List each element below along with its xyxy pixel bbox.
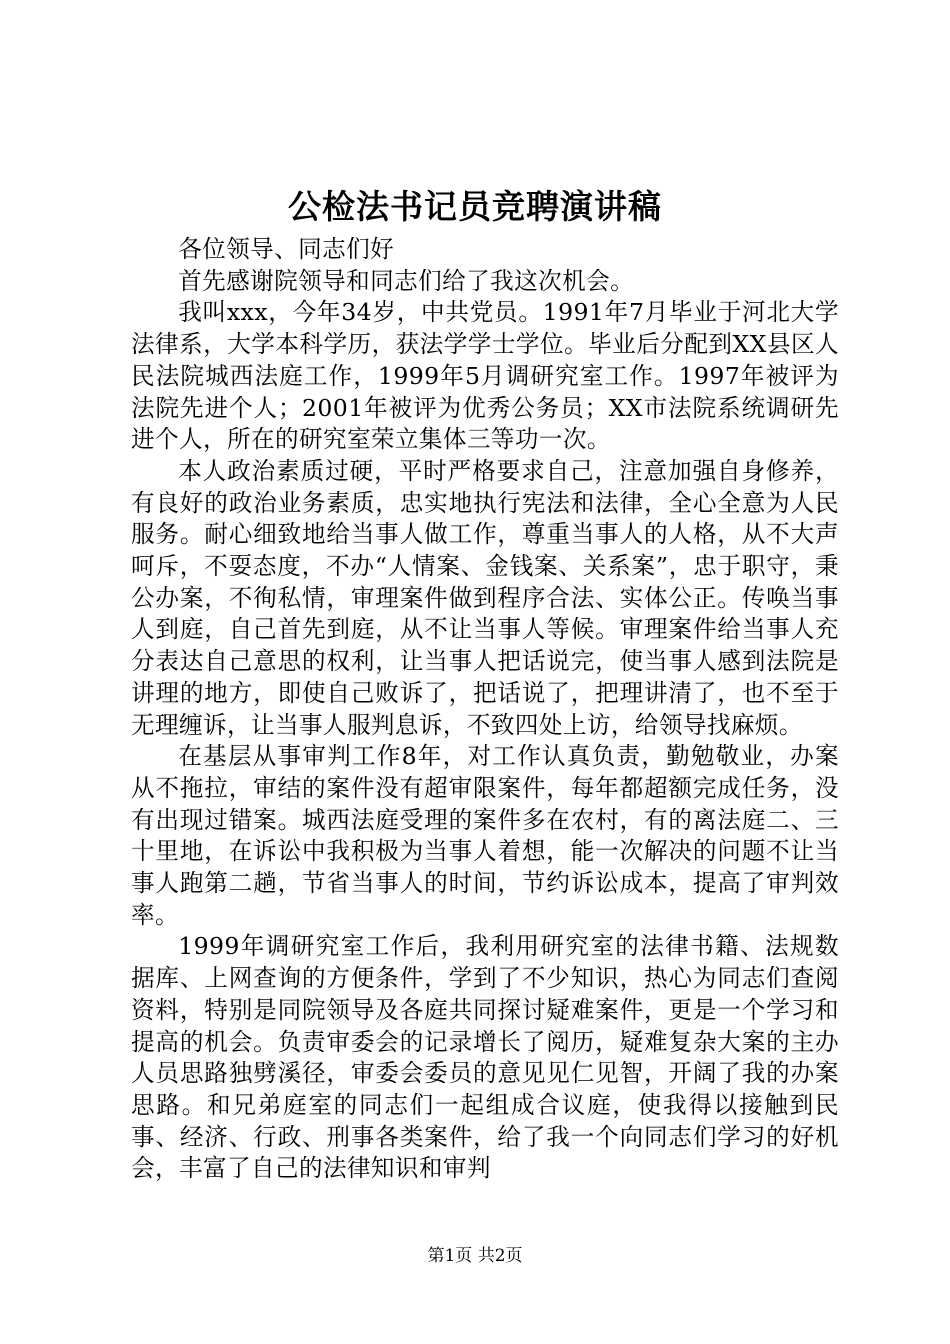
- paragraph-trial-work: 在基层从事审判工作8年，对工作认真负责，勤勉敬业，办案从不拖拉，审结的案件没有超审限案件，每年都超额完成任务，没有出现过错案。城西法庭受理的案件多在农村，有的离法庭二、三十里地，在诉讼中我积极为当事人着想，能一次解决的问题不让当事人跑第二趟，节省当事人的时间，节约诉讼成本，提高了审判效率。: [131, 742, 839, 929]
- document-title: 公检法书记员竞聘演讲稿: [288, 187, 662, 226]
- paragraph-greeting: 各位领导、同志们好: [178, 235, 395, 263]
- paragraph-research-office: 1999年调研究室工作后，我利用研究室的法律书籍、法规数据库、上网查询的方便条件，学到了不少知识，热心为同志们查阅资料，特别是同院领导及各庭共同探讨疑难案件，更是一个学习和提高的机会。负责审委会的记录增长了阅历，疑难复杂大案的主办人员思路独劈溪径，审委会委员的意见见仁见智，开阔了我的办案思路。和兄弟庭室的同志们一起组成合议庭，使我得以接触到民事、经济、行政、刑事各类案件，给了我一个向同志们学习的好机会，丰富了自己的法律知识和审判: [131, 932, 839, 1183]
- paragraph-introduction: 我叫xxx，今年34岁，中共党员。1991年7月毕业于河北大学法律系，大学本科学历，获法学学士学位。毕业后分配到XX县区人民法院城西法庭工作，1999年5月调研究室工作。1997年被评为法院先进个人；2001年被评为优秀公务员；XX市法院系统调研先进个人，所在的研究室荣立集体三等功一次。: [131, 298, 839, 454]
- paragraph-political-quality: 本人政治素质过硬，平时严格要求自己，注意加强自身修养，有良好的政治业务素质，忠实地执行宪法和法律，全心全意为人民服务。耐心细致地给当事人做工作，尊重当事人的人格，从不大声呵斥，不耍态度，不办“人情案、金钱案、关系案”，忠于职守，秉公办案，不徇私情，审理案件做到程序合法、实体公正。传唤当事人到庭，自己首先到庭，从不让当事人等候。审理案件给当事人充分表达自己意思的权利，让当事人把话说完，使当事人感到法院是讲理的地方，即使自己败诉了，把话说了，把理讲清了，也不至于无理缠诉，让当事人服判息诉，不致四处上访，给领导找麻烦。: [131, 456, 839, 739]
- paragraph-thanks: 首先感谢院领导和同志们给了我这次机会。: [178, 266, 635, 295]
- document-body: [131, 234, 839, 1185]
- page-number-footer: 第1页 共2页: [427, 1246, 523, 1266]
